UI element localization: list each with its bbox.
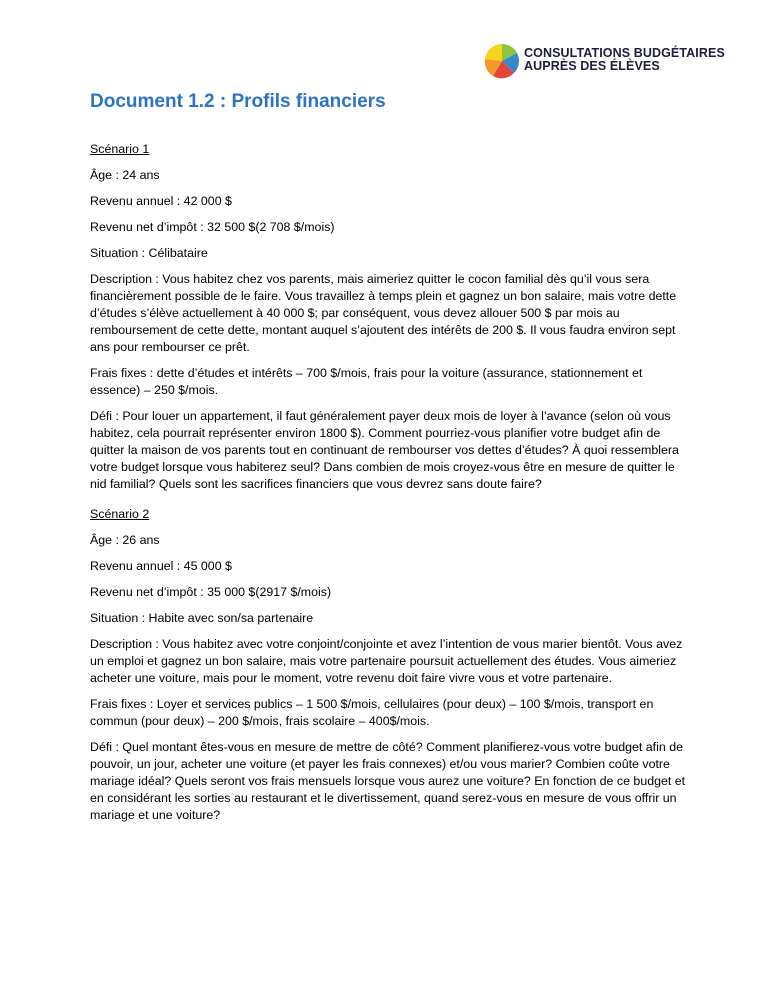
profile-net-income: Revenu net d’impôt : 32 500 $(2 708 $/mois)	[90, 220, 335, 234]
document-body	[90, 141, 690, 833]
scenario-2	[90, 506, 690, 824]
logo-line-1: CONSULTATIONS BUDGÉTAIRES	[524, 46, 725, 60]
profile-annual-income: Revenu annuel : 42 000 $	[90, 194, 232, 208]
profile-challenge: Défi : Quel montant êtes-vous en mesure de mettre de côté? Comment planifierez-vous votre budget afin de pouvoir, un jour, acheter une voiture (et payer les frais connexes) et/ou vous marier? Combien coûte votre mariage idéal? Quels seront vos frais mensuels lorsque vous aurez une voiture? En fonction de ce budget et en considérant les sorties au restaurant et le divertissement, quand serez-vous en mesure de vous offrir un mariage et une voiture?	[90, 740, 686, 822]
profile-situation: Situation : Célibataire	[90, 246, 208, 260]
logo	[484, 43, 725, 79]
profile-age: Âge : 26 ans	[90, 533, 160, 547]
profile-situation: Situation : Habite avec son/sa partenaire	[90, 611, 314, 625]
scenario-heading: Scénario 2	[90, 507, 150, 521]
profile-fixed-costs: Frais fixes : Loyer et services publics – 1 500 $/mois, cellulaires (pour deux) – 100 $/mois, transport en commun (pour deux) – 200 $/mois, frais scolaire – 400$/mois.	[90, 697, 654, 728]
profile-net-income: Revenu net d’impôt : 35 000 $(2917 $/mois)	[90, 585, 332, 599]
scenario-1	[90, 141, 690, 493]
profile-annual-income: Revenu annuel : 45 000 $	[90, 559, 232, 573]
logo-petal-yellow	[485, 44, 502, 61]
logo-pinwheel-icon	[484, 43, 520, 79]
profile-challenge: Défi : Pour louer un appartement, il faut généralement payer deux mois de loyer à l’avance (selon où vous habitez, cela pourrait représenter environ 1800 $). Comment pourriez-vous planifier votre budget afin de quitter la maison de vos parents tout en continuant de rembourser vos dettes d’études? À quoi ressemblera votre budget lorsque vous habiterez seul? Dans combien de mois croyez-vous être en mesure de quitter le nid familial? Quels sont les sacrifices financiers que vous devrez sans doute faire?	[90, 409, 679, 491]
profile-description: Description : Vous habitez avec votre conjoint/conjointe et avez l’intention de vous marier bientôt. Vous avez un emploi et gagnez un bon salaire, mais votre partenaire poursuit actuellement des études. Vous aimeriez acheter une voiture, mais pour le moment, votre revenu doit faire vivre vous et votre partenaire.	[90, 637, 683, 685]
logo-line-2: AUPRÈS DES ÉLÈVES	[524, 59, 660, 73]
profile-age: Âge : 24 ans	[90, 168, 160, 182]
logo-text	[524, 47, 725, 73]
page-title: Document 1.2 : Profils financiers	[90, 91, 386, 112]
scenario-heading: Scénario 1	[90, 142, 150, 156]
profile-description: Description : Vous habitez chez vos parents, mais aimeriez quitter le cocon familial dès qu’il vous sera financièrement possible de le faire. Vous travaillez à temps plein et gagnez un bon salaire, mais votre dette d’études s’élève actuellement à 40 000 $; par conséquent, vous devez allouer 500 $ par mois au remboursement de cette dette, montant auquel s’ajoutent des intérêts de 200 $. Il vous faudra environ sept ans pour rembourser ce prêt.	[90, 272, 677, 354]
profile-fixed-costs: Frais fixes : dette d’études et intérêts – 700 $/mois, frais pour la voiture (assurance, stationnement et essence) – 250 $/mois.	[90, 366, 643, 397]
